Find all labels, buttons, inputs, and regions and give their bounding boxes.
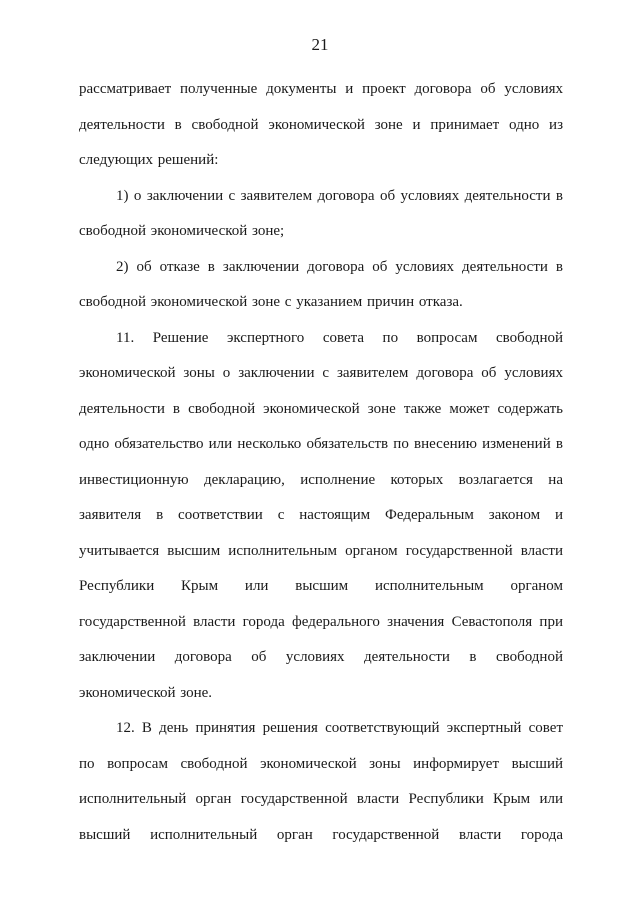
list-item-2: 2) об отказе в заключении договора об условиях деятельности в свободной экономической зоне с указанием причин отказа. bbox=[79, 258, 563, 310]
document-body bbox=[79, 72, 563, 853]
paragraph-continuation: рассматривает полученные документы и проект договора об условиях деятельности в свободной экономической зоне и принимает одно из следующих решений: bbox=[79, 81, 563, 168]
list-item-1: 1) о заключении с заявителем договора об условиях деятельности в свободной экономической зоне; bbox=[79, 187, 563, 239]
paragraph-section-11: 11. Решение экспертного совета по вопросам свободной экономической зоны о заключении с заявителем договора об условиях деятельности в свободной экономической зоне также может содержать одно обязательство или несколько обязательств по внесению изменений в инвестиционную декларацию, исполнение которых возлагается на заявителя в соответствии с настоящим Федеральным законом и учитывается высшим исполнительным органом государственной власти Республики Крым или высшим исполнительным органом государственной власти города федерального значения Севастополя при заключении договора об условиях деятельности в свободной экономической зоне. bbox=[79, 329, 563, 701]
page-number: 21 bbox=[311, 35, 329, 54]
paragraph-section-12: 12. В день принятия решения соответствующий экспертный совет по вопросам свободной экономической зоны информирует высший исполнительный орган государственной власти Республики Крым или высший исполнительный орган государственной власти города bbox=[79, 720, 563, 843]
